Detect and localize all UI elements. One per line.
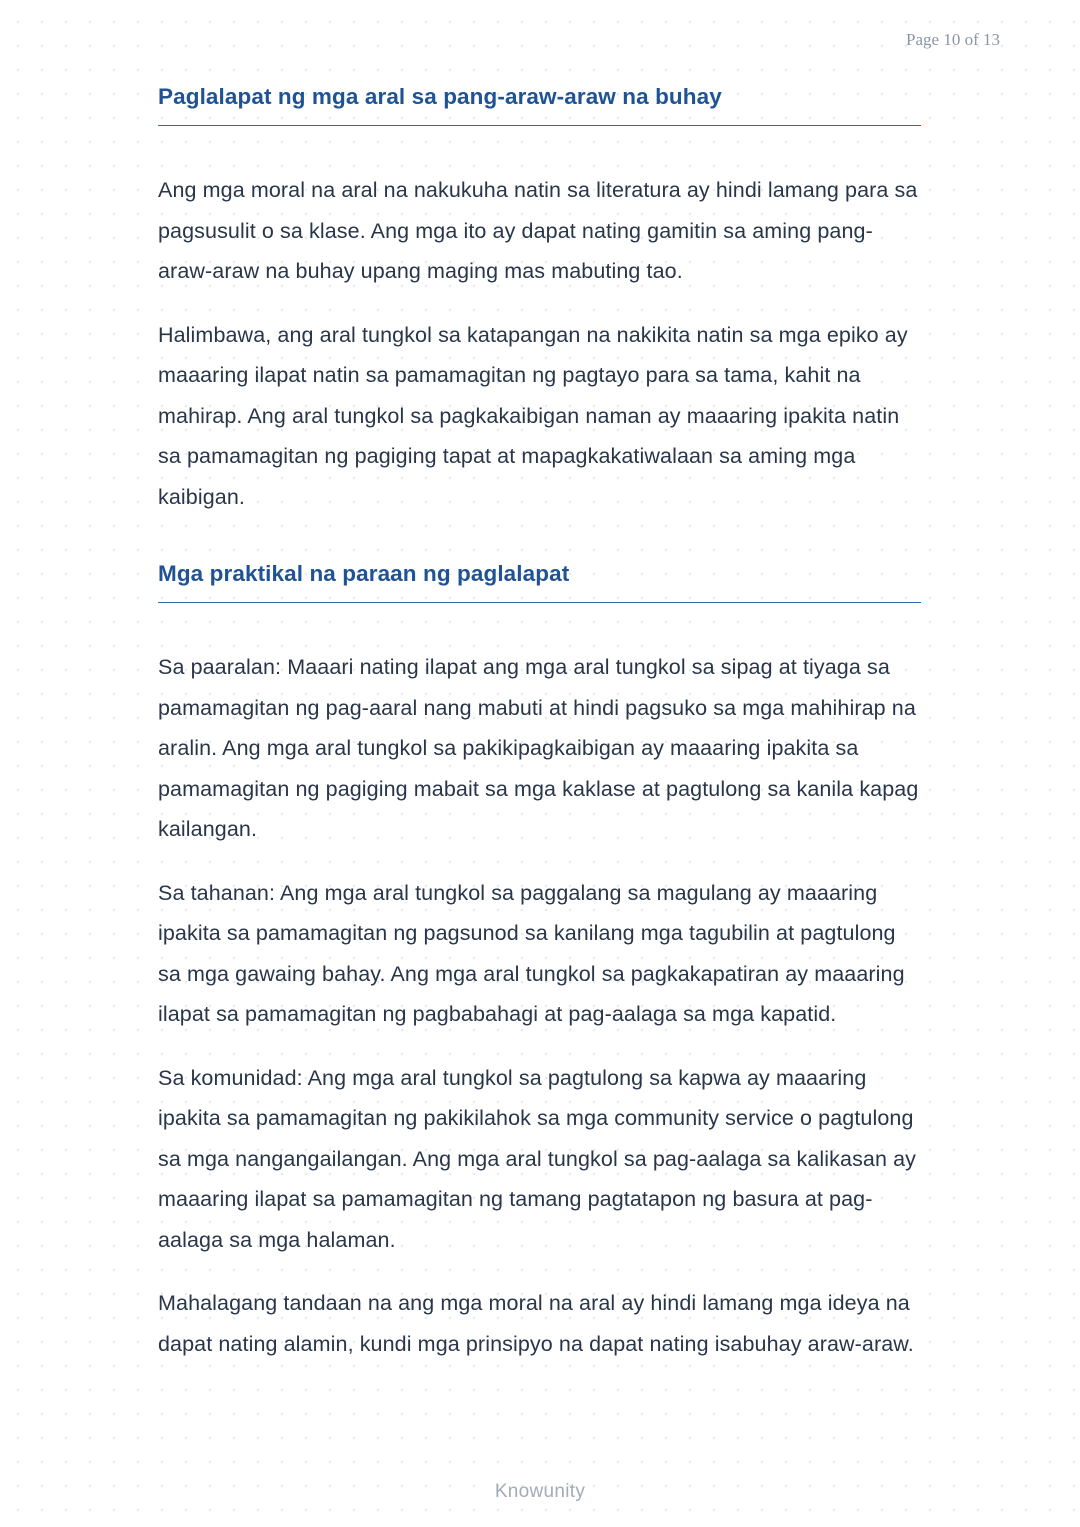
footer-brand: Knowunity	[494, 1481, 586, 1502]
section-paglalapat	[158, 84, 921, 517]
paragraph: Sa paaralan: Maaari nating ilapat ang mga aral tungkol sa sipag at tiyaga sa pamamagitan ng pag-aaral nang mabuti at hindi pagsuko sa mga mahihirap na aralin. Ang mga aral tungkol sa pakikipagkaibigan ay maaaring ipakita sa pamamagitan ng pagiging mabait sa mga kaklase at pagtulong sa kanila kapag kailangan.	[158, 655, 919, 841]
paragraph: Sa komunidad: Ang mga aral tungkol sa pagtulong sa kapwa ay maaaring ipakita sa pamamagitan ng pakikilahok sa mga community service o pagtulong sa mga nangangailangan. Ang mga aral tungkol sa pag-aalaga sa kalikasan ay maaaring ilapat sa pamamagitan ng tamang pagtatapon ng basura at pag-aalaga sa mga halaman.	[158, 1065, 917, 1252]
paragraph: Sa tahanan: Ang mga aral tungkol sa paggalang sa magulang ay maaaring ipakita sa pamamagitan ng pagsunod sa kanilang mga tagubilin at pagtulong sa mga gawaing bahay. Ang mga aral tungkol sa pagkakapatiran ay maaaring ilapat sa pamamagitan ng pagbabahagi at pag-aalaga sa mga kapatid.	[158, 880, 905, 1026]
paragraph: Halimbawa, ang aral tungkol sa katapangan na nakikita natin sa mga epiko ay maaaring ilapat natin sa pamamagitan ng pagtayo para sa tama, kahit na mahirap. Ang aral tungkol sa pagkakaibigan naman ay maaaring ipakita natin sa pamamagitan ng pagiging tapat at mapagkakatiwalaan sa aming mga kaibigan.	[158, 322, 908, 509]
section-praktikal	[158, 561, 921, 1364]
paragraph: Mahalagang tandaan na ang mga moral na aral ay hindi lamang mga ideya na dapat nating alamin, kundi mga prinsipyo na dapat nating isabuhay araw-araw.	[158, 1291, 914, 1356]
page-indicator: Page 10 of 13	[906, 30, 1000, 49]
document-content	[158, 0, 921, 1387]
section-heading: Mga praktikal na paraan ng paglalapat	[158, 561, 921, 603]
section-heading: Paglalapat ng mga aral sa pang-araw-araw na buhay	[158, 84, 921, 126]
paragraph: Ang mga moral na aral na nakukuha natin sa literatura ay hindi lamang para sa pagsusulit o sa klase. Ang mga ito ay dapat nating gamitin sa aming pang-araw-araw na buhay upang maging mas mabuting tao.	[158, 178, 918, 283]
